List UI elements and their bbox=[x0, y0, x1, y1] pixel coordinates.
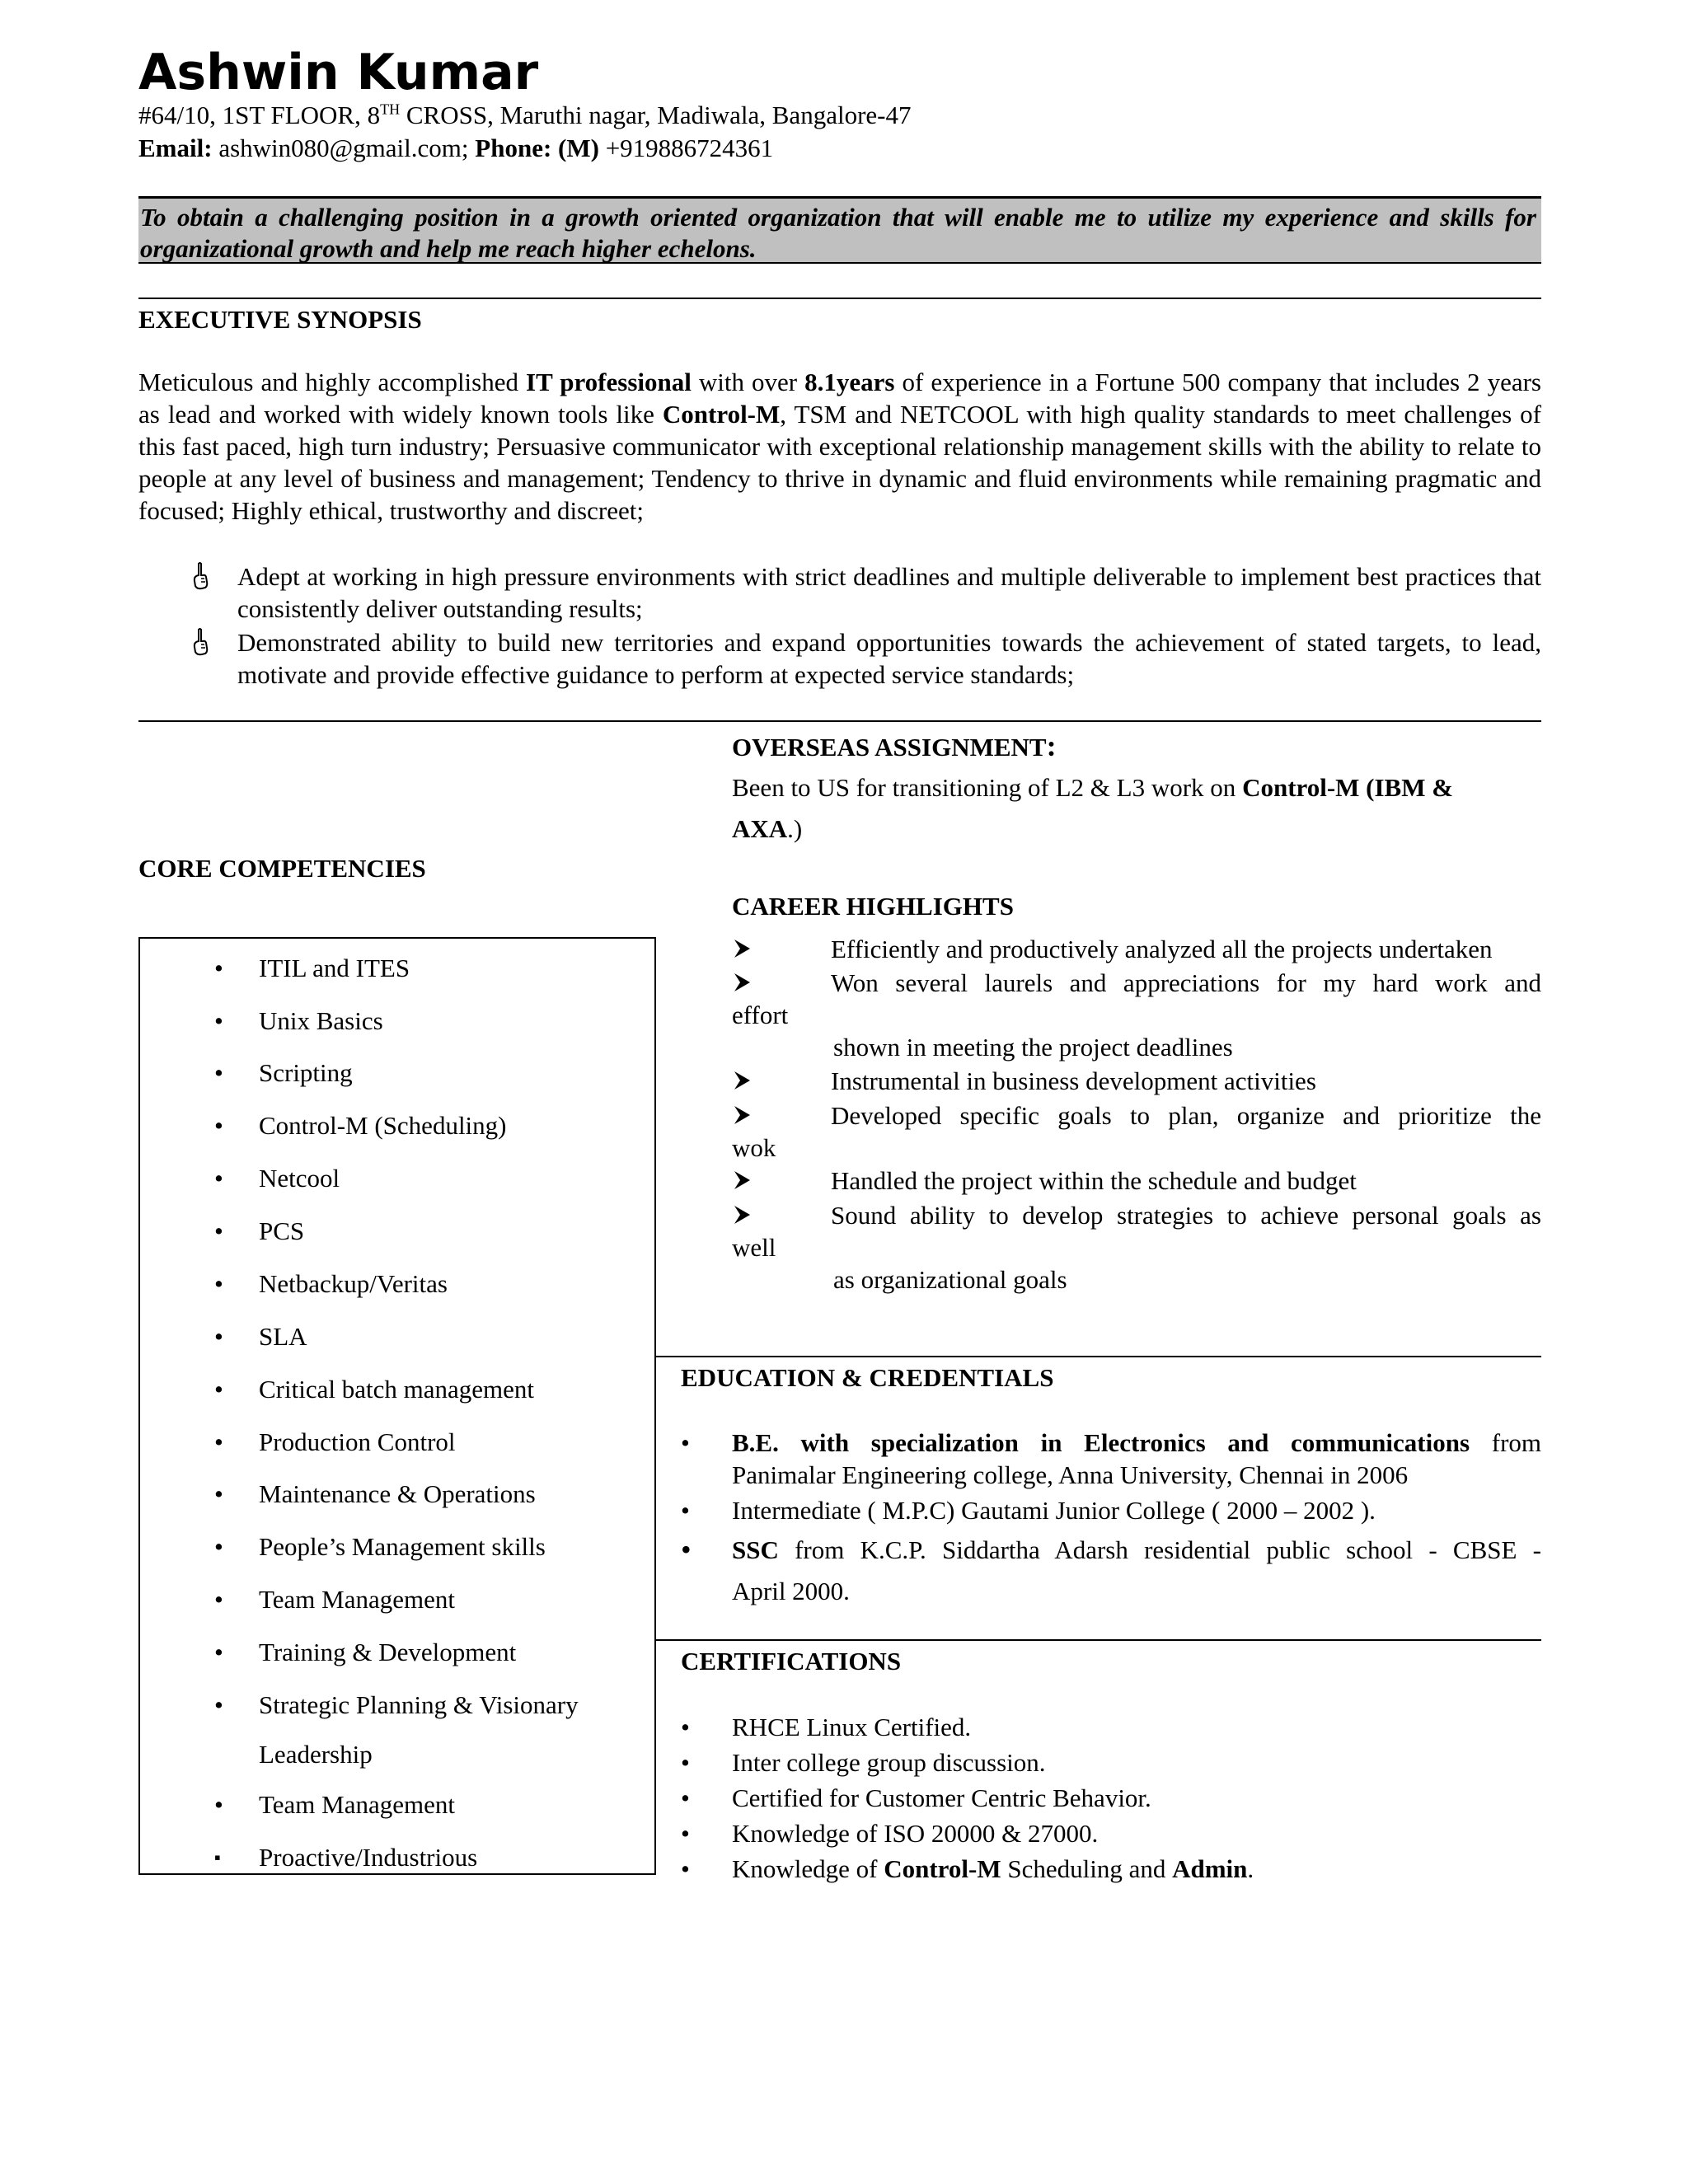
overseas-text-bold: Control-M (IBM & bbox=[1242, 773, 1454, 802]
certification-text-bold: Admin bbox=[1172, 1854, 1248, 1883]
candidate-name: Ashwin Kumar bbox=[138, 44, 539, 101]
education-text-continued: April 2000. bbox=[732, 1577, 850, 1605]
bullet-icon: • bbox=[214, 1375, 223, 1404]
competency-label: Control-M (Scheduling) bbox=[259, 1111, 507, 1140]
bullet-icon: • bbox=[214, 1427, 223, 1456]
synopsis-heading: EXECUTIVE SYNOPSIS bbox=[138, 305, 422, 334]
synopsis-bold: 8.1years bbox=[804, 368, 895, 396]
synopsis-text: with over bbox=[691, 368, 805, 396]
synopsis-bullet-text: Adept at working in high pressure environments with strict deadlines and multiple deliverable to implement best practices that consistently deliver outstanding results; bbox=[237, 562, 1541, 623]
certification-text-bold: Control-M bbox=[884, 1854, 1001, 1883]
overseas-text-plain: Been to US for transitioning of L2 & L3 work on bbox=[732, 773, 1243, 802]
arrowhead-icon bbox=[732, 1103, 753, 1127]
arrowhead-icon bbox=[732, 1168, 753, 1193]
bullet-icon: • bbox=[214, 1790, 223, 1819]
education-institution: from K.C.P. Siddartha Adarsh residential public school - CBSE - bbox=[778, 1535, 1541, 1564]
certification-text: RHCE Linux Certified. bbox=[732, 1713, 972, 1741]
email-label: Email: bbox=[138, 134, 213, 162]
highlight-text: Efficiently and productively analyzed all the projects undertaken bbox=[831, 935, 1493, 963]
arrowhead-icon bbox=[732, 970, 753, 995]
highlight-text: Developed specific goals to plan, organize and prioritize the bbox=[831, 1101, 1541, 1130]
synopsis-bullets bbox=[138, 560, 1541, 692]
contact-line bbox=[138, 132, 773, 164]
competency-label: People’s Management skills bbox=[259, 1532, 546, 1561]
overseas-text-line2 bbox=[732, 813, 802, 845]
bullet-icon: • bbox=[681, 1819, 690, 1848]
bullet-icon: • bbox=[214, 1111, 223, 1140]
pointing-hand-icon bbox=[191, 562, 209, 590]
competency-label: Team Management bbox=[259, 1585, 455, 1614]
bullet-icon: • bbox=[214, 1532, 223, 1561]
competency-label: Leadership bbox=[259, 1740, 373, 1769]
bullet-icon: • bbox=[214, 1322, 223, 1351]
bullet-icon: • bbox=[214, 1479, 223, 1508]
arrowhead-icon bbox=[732, 1068, 753, 1093]
phone-label: Phone: (M) bbox=[475, 134, 599, 162]
competency-label: Strategic Planning & Visionary bbox=[259, 1690, 579, 1719]
address-superscript: TH bbox=[380, 101, 401, 118]
bullet-icon: • bbox=[681, 1428, 690, 1457]
address-text: #64/10, 1ST FLOOR, 8 bbox=[138, 101, 381, 129]
bullet-icon: • bbox=[214, 1164, 223, 1193]
phone-value: +919886724361 bbox=[598, 134, 774, 162]
competency-label: Scripting bbox=[259, 1058, 353, 1087]
education-degree: SSC bbox=[732, 1535, 779, 1564]
competency-label: Maintenance & Operations bbox=[259, 1479, 536, 1508]
competency-label: Critical batch management bbox=[259, 1375, 534, 1404]
bullet-icon: • bbox=[681, 1713, 690, 1741]
bullet-icon: • bbox=[681, 1783, 690, 1812]
bullet-icon: • bbox=[214, 954, 223, 982]
certification-text-plain: Scheduling and bbox=[1001, 1854, 1173, 1883]
certification-text: Knowledge of ISO 20000 & 27000. bbox=[732, 1819, 1099, 1848]
bullet-icon: • bbox=[681, 1854, 690, 1883]
overseas-text-bold: AXA bbox=[732, 814, 788, 843]
competency-label: Production Control bbox=[259, 1427, 456, 1456]
highlight-text: Handled the project within the schedule and budget bbox=[831, 1166, 1357, 1195]
competency-label: Unix Basics bbox=[259, 1006, 383, 1035]
section-divider bbox=[138, 298, 1541, 299]
bullet-icon: • bbox=[214, 1058, 223, 1087]
square-bullet-icon: ▪ bbox=[214, 1847, 221, 1868]
competency-label: PCS bbox=[259, 1216, 305, 1245]
bullet-icon: • bbox=[214, 1638, 223, 1666]
section-divider bbox=[656, 1356, 1541, 1357]
address-text-rest: CROSS, Maruthi nagar, Madiwala, Bangalore-47 bbox=[400, 101, 912, 129]
education-heading: EDUCATION & CREDENTIALS bbox=[681, 1363, 1054, 1392]
overseas-text-plain: .) bbox=[787, 814, 803, 843]
synopsis-text: Meticulous and highly accomplished bbox=[138, 368, 527, 396]
overseas-heading-colon: : bbox=[1046, 729, 1057, 762]
certification-text bbox=[732, 1853, 1541, 1885]
highlight-text: Won several laurels and appreciations for my hard work and bbox=[831, 968, 1541, 997]
competency-label: Training & Development bbox=[259, 1638, 517, 1666]
synopsis-text: of experience in a Fortune 500 company that includes 2 years as lead and worked with widely known tools like bbox=[138, 368, 1541, 429]
synopsis-text: , TSM and NETCOOL with high quality standards to meet challenges of this fast paced, high turn industry; Persuasive communicator with exceptional relationship management skills with the ability to relate to people at any level of business and management; Tendency to thrive in dynamic and fluid environments while remaining pragmatic and focused; Highly ethical, trustworthy and discreet; bbox=[138, 400, 1541, 525]
core-competencies-box bbox=[138, 937, 656, 1875]
synopsis-bold: IT professional bbox=[526, 368, 692, 396]
education-degree: B.E. with specialization in Electronics and communications bbox=[732, 1428, 1470, 1457]
competency-label: Team Management bbox=[259, 1790, 455, 1819]
synopsis-bullet-text: Demonstrated ability to build new territories and expand opportunities towards the achievement of stated targets, to lead, motivate and provide effective guidance to perform at expected service standards; bbox=[237, 628, 1541, 689]
bullet-icon: • bbox=[681, 1496, 690, 1525]
section-divider bbox=[138, 720, 1541, 722]
pointing-hand-icon bbox=[191, 628, 209, 656]
certification-text-plain: . bbox=[1247, 1854, 1254, 1883]
bullet-icon: • bbox=[214, 1690, 223, 1719]
highlight-text-wrap: effort bbox=[732, 1001, 789, 1029]
synopsis-bullet bbox=[138, 560, 1541, 625]
arrowhead-icon bbox=[732, 936, 753, 961]
bullet-icon: • bbox=[214, 1269, 223, 1298]
arrowhead-icon bbox=[732, 1202, 753, 1227]
competency-label: Proactive/Industrious bbox=[259, 1843, 478, 1872]
objective-banner: To obtain a challenging position in a growth oriented organization that will enable me to utilize my experience and skills for organizational growth and help me reach higher echelons. bbox=[138, 196, 1541, 264]
education-text bbox=[732, 1534, 1541, 1566]
competency-label: SLA bbox=[259, 1322, 307, 1351]
competency-label: ITIL and ITES bbox=[259, 954, 410, 982]
certification-text: Inter college group discussion. bbox=[732, 1748, 1046, 1777]
certification-text-plain: Knowledge of bbox=[732, 1854, 884, 1883]
overseas-heading-text: OVERSEAS ASSIGNMENT bbox=[732, 733, 1047, 762]
highlight-text-wrap: wok bbox=[732, 1133, 776, 1162]
overseas-heading bbox=[732, 730, 1057, 763]
competency-label: Netbackup/Veritas bbox=[259, 1269, 448, 1298]
address bbox=[138, 99, 911, 131]
education-text bbox=[732, 1427, 1541, 1491]
overseas-text bbox=[732, 771, 1453, 804]
certification-text: Certified for Customer Centric Behavior. bbox=[732, 1783, 1151, 1812]
email-value: ashwin080@gmail.com; bbox=[212, 134, 476, 162]
bullet-icon: • bbox=[681, 1533, 692, 1566]
highlight-text-wrap: well bbox=[732, 1233, 776, 1262]
career-highlights-heading: CAREER HIGHLIGHTS bbox=[732, 892, 1014, 921]
synopsis-bold: Control-M bbox=[662, 400, 781, 429]
education-text: Intermediate ( M.P.C) Gautami Junior College ( 2000 – 2002 ). bbox=[732, 1496, 1376, 1525]
education-institution: from Panimalar Engineering college, Anna University, Chennai in 2006 bbox=[732, 1428, 1542, 1489]
bullet-icon: • bbox=[214, 1216, 223, 1245]
highlight-text-continued: shown in meeting the project deadlines bbox=[833, 1033, 1233, 1062]
certifications-heading: CERTIFICATIONS bbox=[681, 1647, 902, 1675]
bullet-icon: • bbox=[681, 1748, 690, 1777]
synopsis-bullet bbox=[138, 626, 1541, 691]
synopsis-paragraph bbox=[138, 366, 1541, 527]
competency-label: Netcool bbox=[259, 1164, 340, 1193]
bullet-icon: • bbox=[214, 1006, 223, 1035]
highlight-text: Sound ability to develop strategies to achieve personal goals as bbox=[831, 1201, 1541, 1230]
highlight-text: Instrumental in business development activities bbox=[831, 1066, 1316, 1095]
bullet-icon: • bbox=[214, 1585, 223, 1614]
core-competencies-heading: CORE COMPETENCIES bbox=[138, 854, 426, 883]
section-divider bbox=[656, 1639, 1541, 1641]
highlight-text-continued: as organizational goals bbox=[833, 1265, 1067, 1294]
